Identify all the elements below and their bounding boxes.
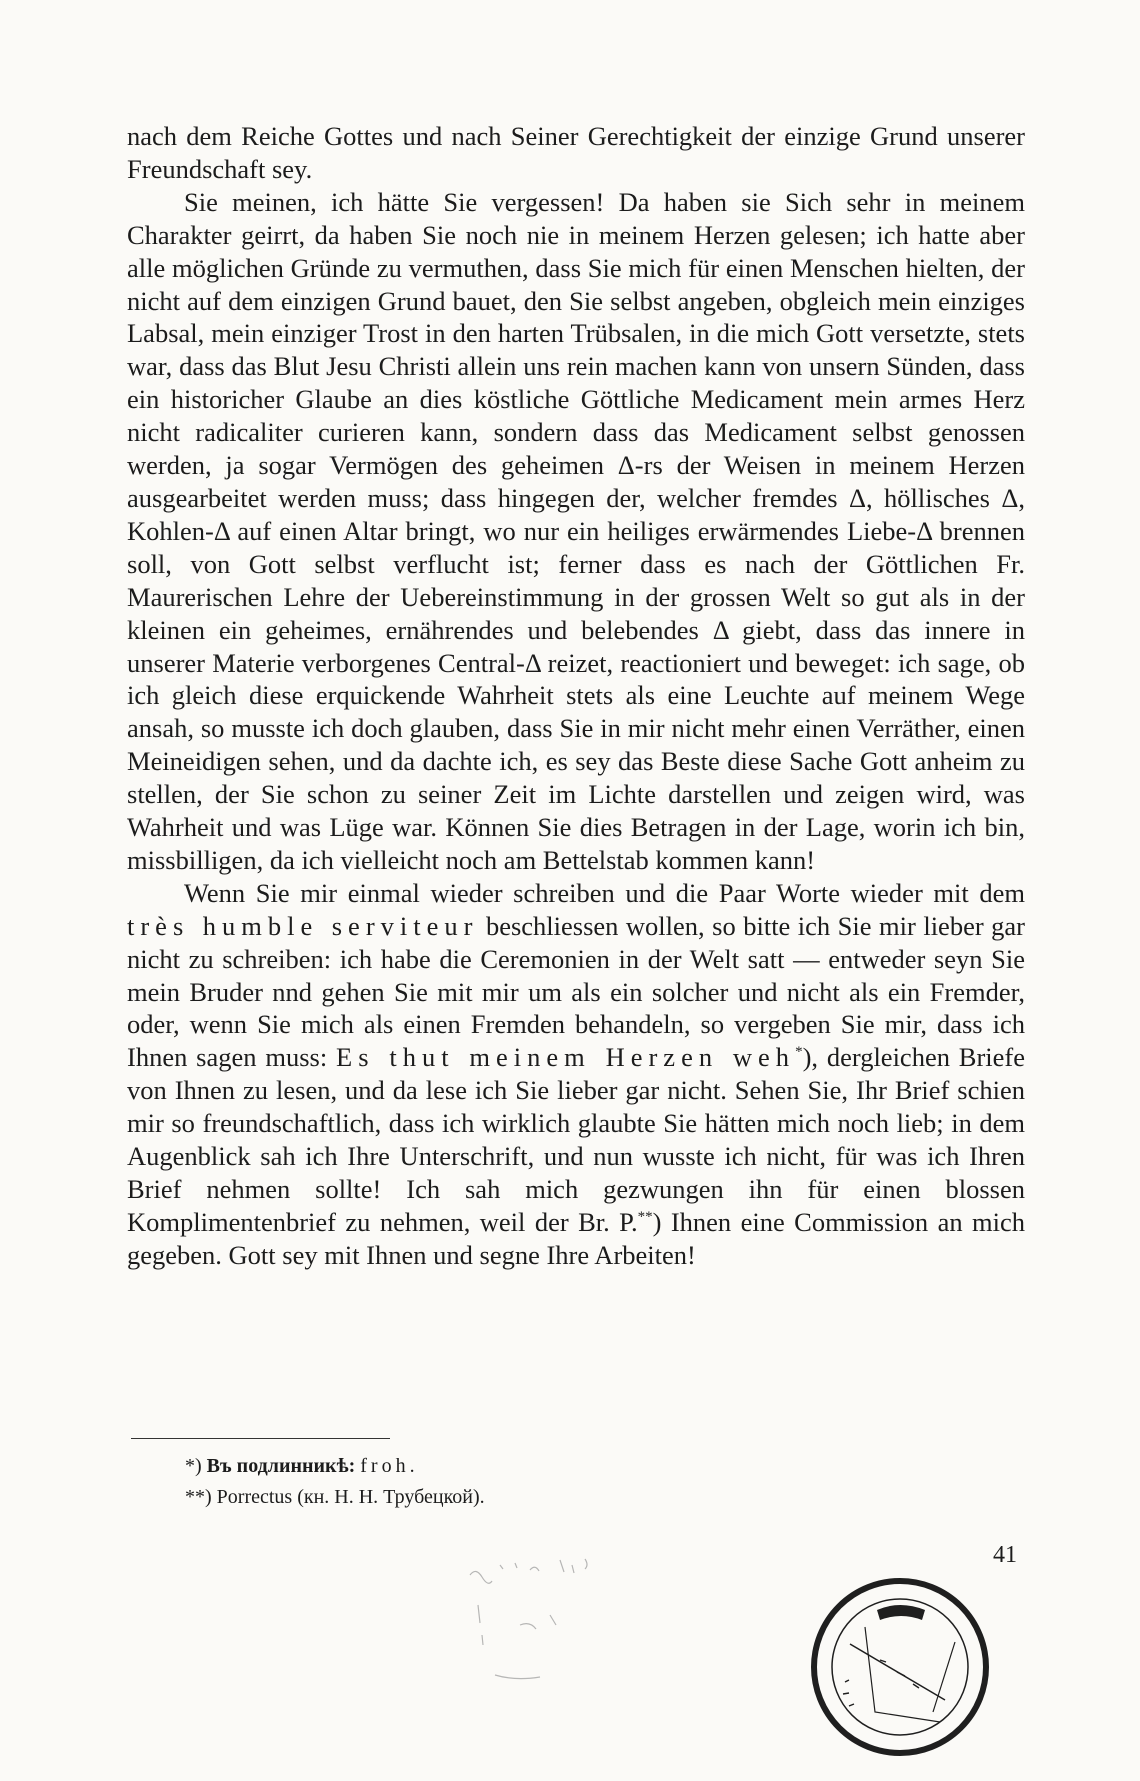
spaced-phrase-herzen-weh: Es thut meinem Herzen weh xyxy=(336,1042,796,1073)
paragraph-1: nach dem Reiche Gottes und nach Seiner Gerechtigkeit der einzige Grund unserer Freundschaft sey. xyxy=(127,121,1025,184)
paragraph-3-part-d: ) Ihnen eine Commission an mich gegeben. Gott sey mit Ihnen und segne Ihre Arbeiten! xyxy=(127,1206,1025,1270)
spaced-phrase-tres-humble: très humble serviteur xyxy=(127,910,479,941)
footnote-2 xyxy=(185,1482,885,1513)
page-number: 41 xyxy=(993,1542,1017,1568)
paragraph-3-part-c: ), dergleichen Briefe von Ihnen zu lesen, und da lese ich Sie lieber gar nicht. Sehen Sie, Ihr Brief schien mir so freundschaftlich, dass ich wirklich glaubte Sie hätten mich noch lieb; in dem Augenblick sah ich Ihre Unterschrift, und nun wusste ich nicht, für was ich Ihren Brief nehmen sollte! Ich sah mich gezwungen ihn für einen blossen Komplimentenbrief zu nehmen, weil der Br. P. xyxy=(127,1042,1025,1237)
library-stamp xyxy=(805,1572,995,1762)
bleed-through-marks xyxy=(460,1545,660,1695)
footnote-1-mark: *) xyxy=(185,1455,202,1477)
body-text xyxy=(127,120,1025,1272)
paragraph-3 xyxy=(127,877,1025,1272)
paragraph-2: Sie meinen, ich hätte Sie vergessen! Da haben sie Sich sehr in meinem Charakter geirrt, da haben Sie noch nie in meinem Herzen gelesen; ich hatte aber alle möglichen Gründe zu vermuthen, dass Sie mich für einen Menschen hielten, der nicht auf dem einzigen Grund bauet, den Sie selbst angeben, obgleich mein einziges Labsal, mein einziger Trost in den harten Trübsalen, in die mich Gott versetzte, stets war, dass das Blut Jesu Christi allein uns rein machen kann von unsern Sünden, dass ein historicher Glaube an dies köstliche Göttliche Medicament mein armes Herz nicht radicaliter curieren kann, sondern dass das Medicament selbst genossen werden, ja sogar Vermögen des geheimen Δ-rs der Weisen in meinem Herzen ausgearbeitet werden muss; dass hingegen der, welcher fremdes Δ, höllisches Δ, Kohlen-Δ auf einen Altar bringt, wo nur ein heiliges erwärmendes Liebe-Δ brennen soll, von Gott selbst verflucht ist; ferner dass es nach der Göttlichen Fr. Maurerischen Lehre der Uebereinstimmung in der grossen Welt so gut als in der kleinen ein geheimes, ernährendes und belebendes Δ giebt, dass das innere in unserer Materie verborgenes Central-Δ reizet, reactioniert und beweget: ich sage, ob ich gleich diese erquickende Wahrheit stets als eine Leuchte auf meinem Wege ansah, so musste ich doch glauben, dass Sie in mir nicht mehr einen Verräther, einen Meineidigen sehen, und da dachte ich, es sey das Beste diese Sache Gott anheim zu stellen, der Sie schon zu seiner Zeit im Lichte darstellen und zeigen wird, was Wahrheit und was Lüge war. Können Sie dies Betragen in der Lage, worin ich bin, missbilligen, da ich vielleicht noch am Bettelstab kommen kann! xyxy=(127,186,1025,875)
footnote-marker-2: ** xyxy=(637,1209,653,1226)
paragraph-3-part-a: Wenn Sie mir einmal wieder schreiben und die Paar Worte wieder mit dem xyxy=(184,877,1025,908)
footnote-divider xyxy=(131,1438,390,1439)
footnote-2-text: Porrectus (кн. Н. Н. Трубецкой). xyxy=(216,1486,485,1508)
footnotes xyxy=(185,1451,885,1513)
footnote-2-mark: **) xyxy=(185,1486,212,1508)
footnote-1 xyxy=(185,1451,885,1482)
footnote-1-word: froh. xyxy=(360,1455,419,1477)
paragraph-3-part-b: beschliessen wollen, so bitte ich Sie mir lieber gar nicht zu schreiben: ich habe die Ceremonien in der Welt satt — entweder seyn Sie mein Bruder nnd gehen Sie mit mir um als ein solcher und nicht als ein Fremder, oder, wenn Sie mich als einen Fremden behandeln, so vergeben Sie mir, dass ich Ihnen sagen muss: xyxy=(127,910,1025,1073)
footnote-marker-1: * xyxy=(795,1044,803,1061)
footnote-1-label: Въ подлинникѣ: xyxy=(206,1455,356,1477)
